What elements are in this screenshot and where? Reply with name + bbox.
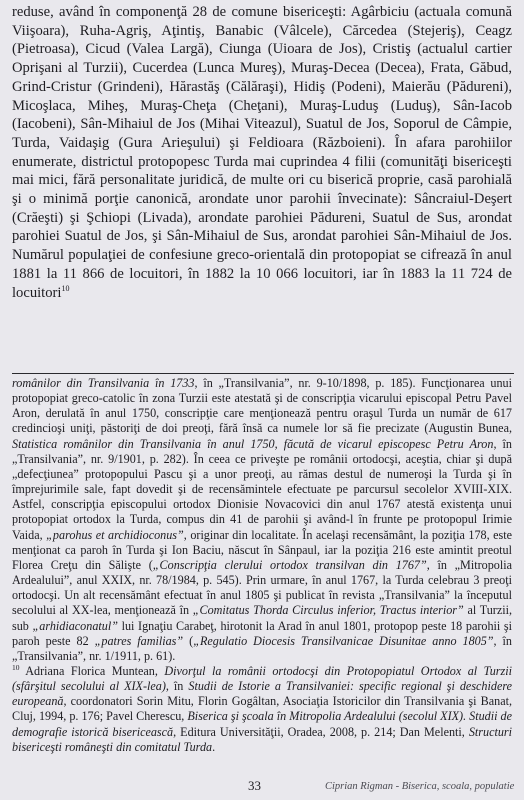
running-footer-title: Ciprian Rigman - Biserica, scoala, populatie — [325, 781, 515, 792]
footnote-9-continuation — [12, 376, 512, 664]
footnote-text: , în „Transilvania”, nr. 1/1911, p. 61). — [12, 633, 513, 663]
page-number: 33 — [248, 778, 261, 793]
latin-quote: „Comitatus Thorda Circulus inferior, Tractus interior” — [192, 603, 464, 618]
citation-title: Biserica şi şcoala în Mitropolia Ardealului (secolul XIX). Studii de demografie istorică bisericească — [12, 709, 512, 739]
footnote-text: al Turzii, sub — [12, 603, 512, 633]
latin-quote: „patres familias” — [94, 633, 184, 648]
main-text — [12, 3, 512, 302]
latin-quote: „parohus et archidioconus” — [46, 527, 184, 542]
main-paragraph-text: reduse, având în componenţă 28 de comune bisericeşti: Agârbiciu (actuala comună Viişoara), Ruha-Agriş, Aţintiş, Banabic (Vâlcele), Cărcedea (Stejeriş), Ceagz (Pietroasa), Cicud (Valea Largă), Ciunga (Uioara de Jos), Cristiş (actualul cartier Oprişani al Turzii), Cucerdea (Lunca Mureş), Muraş-Decea (Decea), Frata, Găbud, Grind-Cristur (Grindeni), Hărastăş (Călăraşi), Hidiş (Podeni), Maierău (Pădureni), Micoşlaca, Miheş, Muraş-Cheţa (Cheţani), Muraş-Luduş (Luduş), Sân-Iacob (Iacobeni), Sân-Mihaiul de Jos (Mihai Viteazul), Suatul de Jos, Soporul de Câmpie, Turda, Vaidaşig (Gura Arieşului) şi Feldioara (Războieni). În afara parohiilor enumerate, districtul protopopesc Turda mai cuprindea 4 filii (comunităţi bisericeşti mai mici, fără personalitate juridică, de multe ori cu biserică proprie, casă parohială şi o minimă porţie canonică, arondate unor parohii învecinate): Sâncraiul-Deşert (Crăeşti) şi Şchiopi (Livada), arondate parohiei Pădureni, Suatul de Sus, arondat parohiei Suatul de Jos, şi Sân-Mihaiul de Sus, arondat parohiei Sân-Mihaiul de Jos. Numărul populaţiei de confesiune greco-orientală din protopopiat se cifrează în anul 1881 la 11 866 de locuitori, în 1882 la 10 066 locuitori, iar în 1883 la 11 724 de locuitori — [12, 4, 512, 301]
footnote-text: ( — [183, 633, 194, 648]
citation-title: „Conscripţia clerului ortodox transilvan din 1767” — [152, 557, 427, 572]
footnotes — [12, 376, 512, 755]
footnote-number: 10 — [12, 662, 20, 672]
footnote-text: , în „Mitropolia Ardealului”, anul XXIX, nr. 78/1984, p. 545). Prin urmare, în anul 1767, la Turda celebrau 3 preoţi ortodocşi. Un alt recensământ efectuat în anul 1805 şi publicat în revista „Transilvania” la începutul secolului al XX-lea, menţionează în — [12, 557, 512, 618]
footnote-text: lui Ignaţiu Carabeţ, hirotonit la Arad în anul 1801, protopop peste 18 parohii şi paroh peste 82 — [12, 618, 512, 648]
footnote-text: , Editura Universităţii, Oradea, 2008, p. 214; Dan Melenti, — [173, 724, 469, 739]
footnote-text: , în „Transilvania”, nr. 9-10/1898, p. 185). Funcţionarea unui protopopiat greco-catolic în zona Turzii este atestată şi de conscripţia vicarului episcopal Petru Pavel Aron, derulată în anul 1750, conscripţie care menţionează pentru oraşul Turda un număr de 617 credincioşi uniţi, păstoriţi de doi preoţi, fără însă ca numele lor să fie precizate (Augustin Bunea, — [12, 376, 512, 436]
citation-title: Structuri bisericeşti româneşti din comitatul Turda — [12, 724, 512, 754]
citation-title: românilor din Transilvania în 1733 — [12, 376, 195, 390]
footnote-ref-10[interactable]: 10 — [61, 283, 70, 293]
citation-title: Statistica românilor din Transilvania în anul 1750, făcută de vicarul episcopesc Petru Aron — [12, 436, 494, 451]
main-paragraph — [12, 3, 512, 302]
footnote-text: , originar din localitate. În acelaşi recensământ, la poziţia 178, este menţionat ca paroh în Turda şi Ion Baciu, născut în Sânpaul, iar la poziţia 216 este amintit preotul Florea Creţu din Sălişte ( — [12, 527, 512, 572]
citation-title: „Regulatio Diocesis Transilvanicae Disunitae anno 1805” — [193, 633, 494, 648]
footnote-text: Adriana Florica Muntean, — [19, 663, 165, 678]
latin-quote: „arhidiaconatul” — [32, 618, 118, 633]
citation-title: Divorţul la românii ortodocşi din Protopopiatul Ortodox al Turzii (sfârşitul secolului al XIX-lea) — [12, 663, 512, 694]
footnote-text: , coordonatori Sorin Mitu, Florin Gogâltan, Asociaţia Istoricilor din Transilvania şi Banat, Cluj, 1994, p. 176; Pavel Cherescu, — [12, 694, 512, 724]
footnote-10 — [12, 664, 512, 755]
footnote-text: , în — [165, 679, 189, 694]
footnote-text: , în „Transilvania”, nr. 9/1901, p. 282). În ceea ce priveşte pe românii ortodocşi, aceştia, chiar şi după „defecţiunea” protopopului Pascu şi a unor preoţi, au rămas destul de numeroşi la Turda şi în împrejurimile sale, fapt dovedit şi de recensămintele efectuate pe parcursul secolelor XVIII-XIX. Astfel, conscripţia episcopului ortodox Dionisie Novacovici din anul 1767 atestă existenţa unui protopopiat ortodox la Turda, compus din 41 de parohii şi având-l în frunte pe protopopul Irimie Vaida, — [12, 436, 512, 542]
footnote-text: . — [212, 739, 216, 754]
citation-title: Studii de Istorie a Transilvaniei: specific regional şi deschidere europeană — [12, 679, 512, 709]
footnote-separator — [12, 373, 514, 374]
